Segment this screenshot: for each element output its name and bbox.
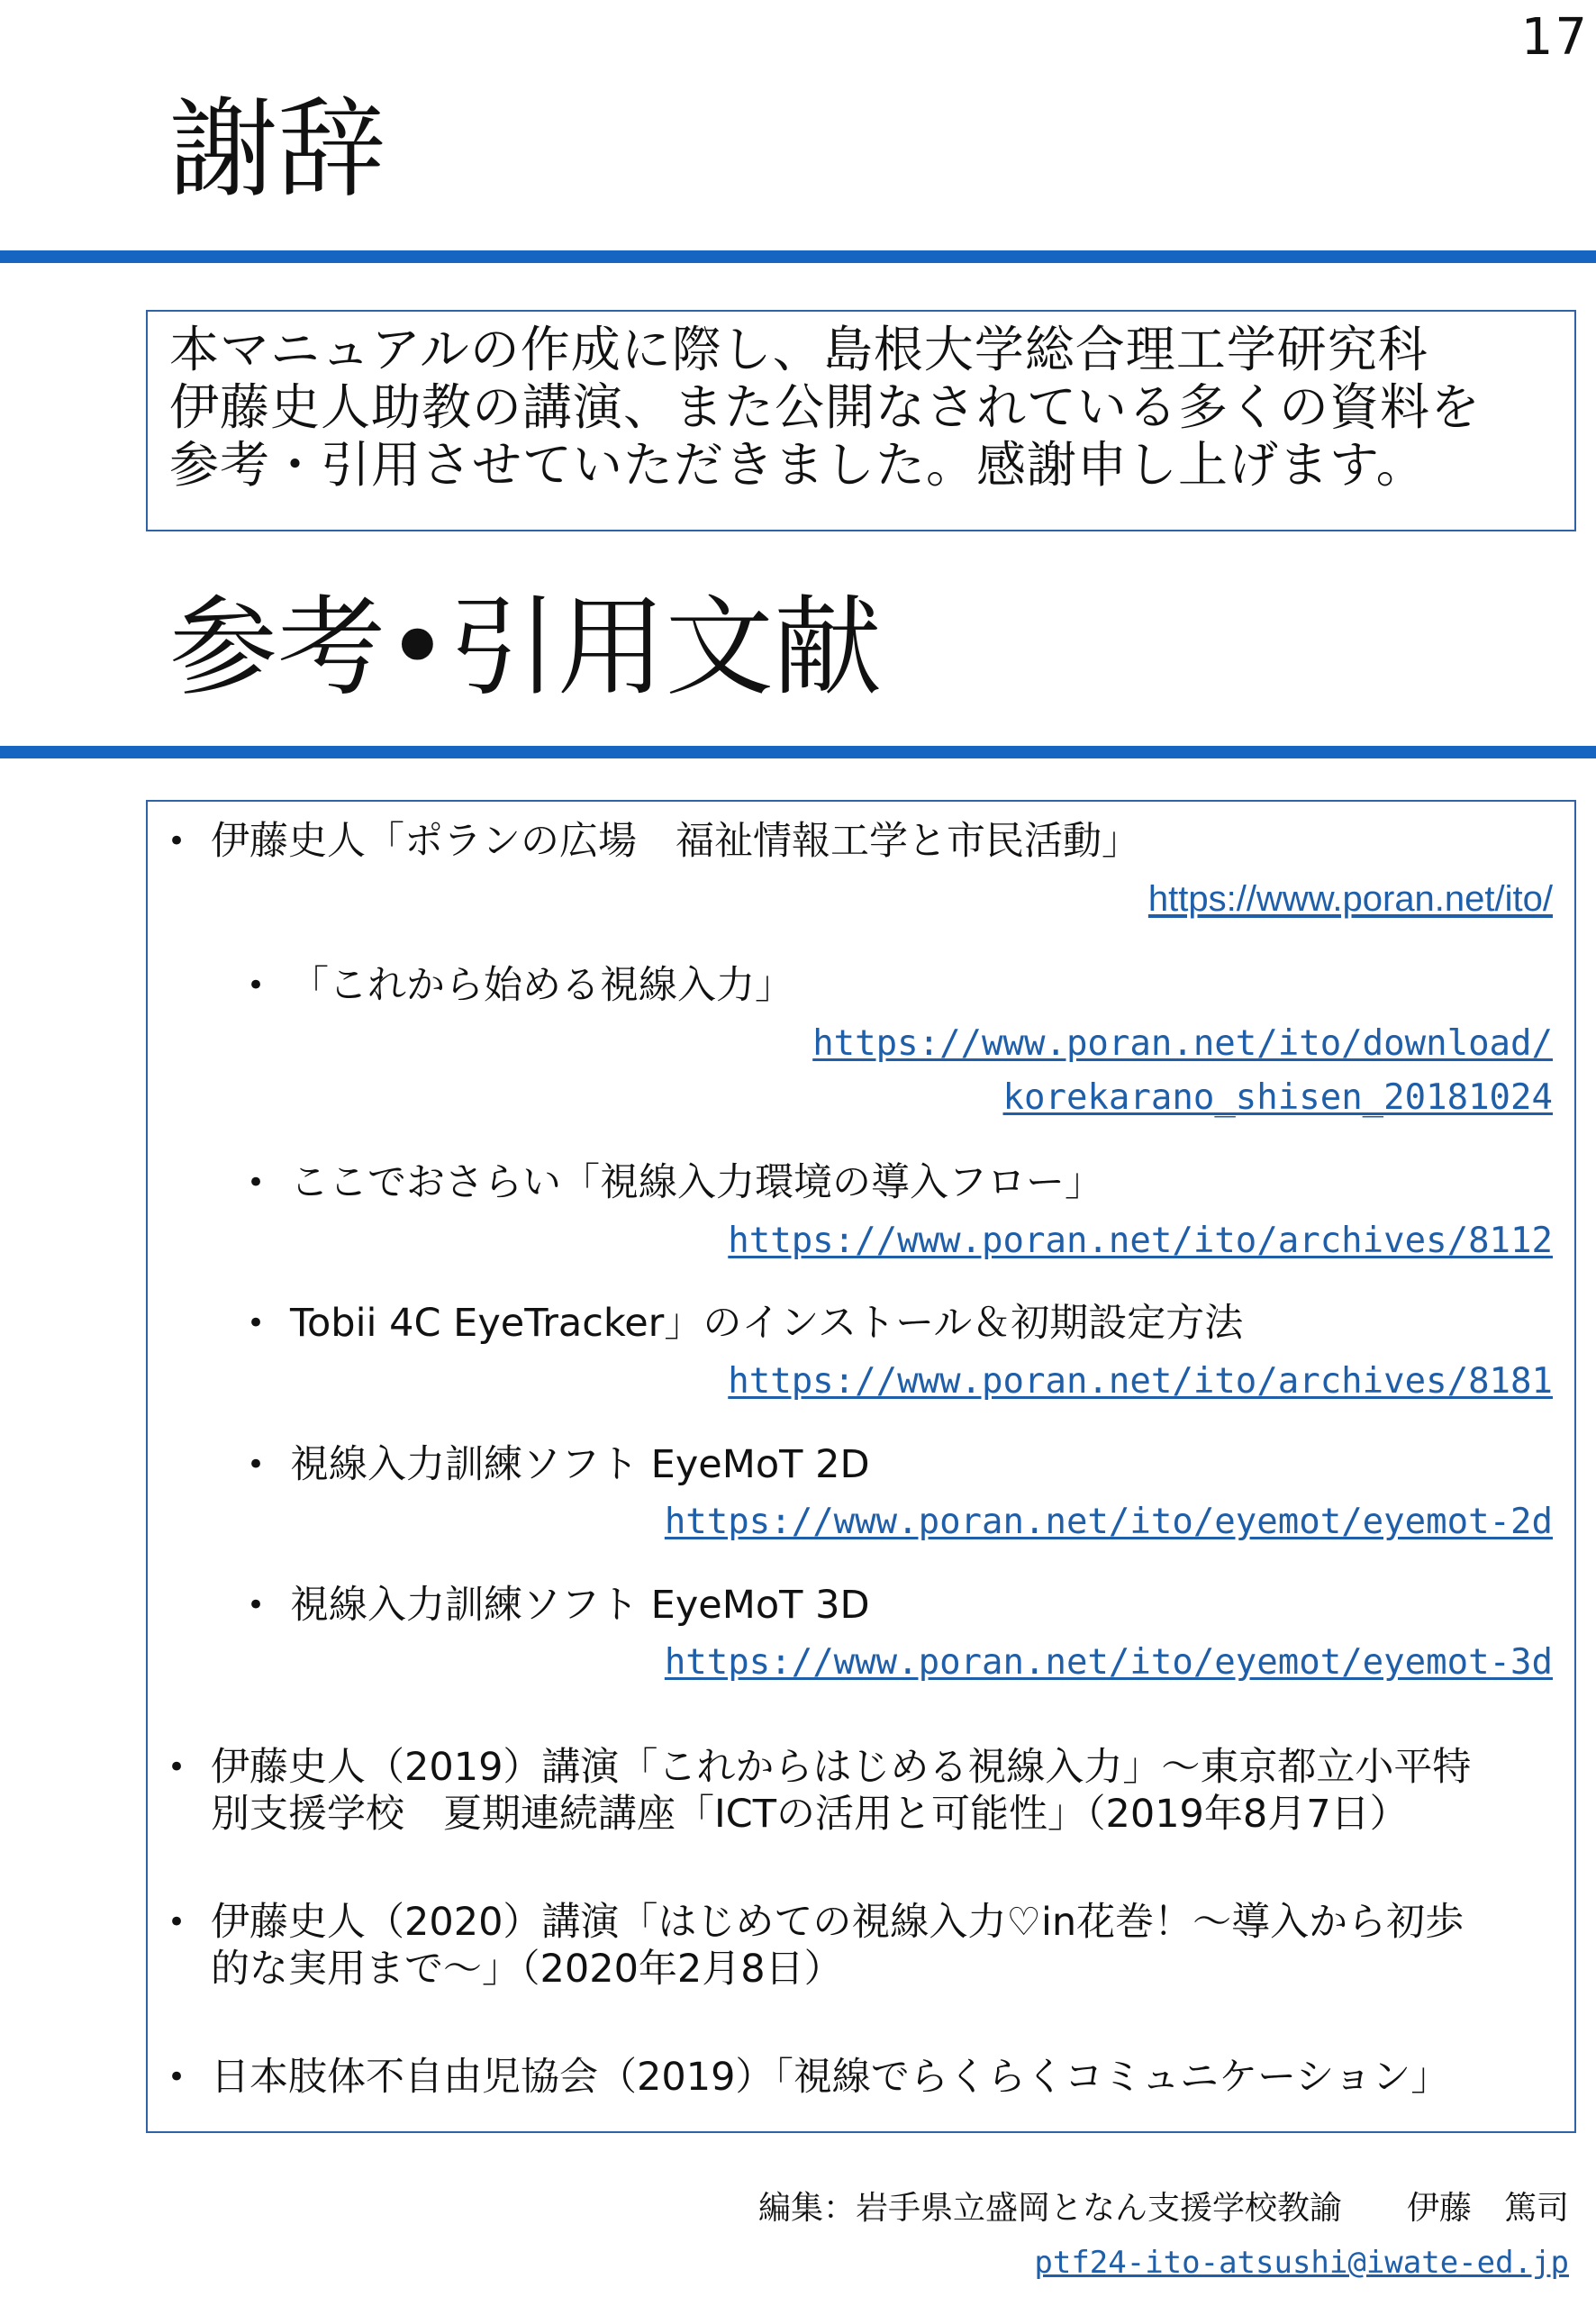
reference-line: 伊藤史人（2019）講演「これからはじめる視線入力」～東京都立小平特 <box>211 1745 1472 1790</box>
reference-item-lecture-2020 <box>168 1899 1544 1993</box>
reference-line: 伊藤史人（2020）講演「はじめての視線入力♡in花巻！～導入から初歩 <box>211 1900 1465 1945</box>
reference-item-main <box>168 818 1544 865</box>
reference-item-lecture-2019 <box>168 1744 1544 1838</box>
reference-subitem <box>247 1159 1103 1206</box>
reference-subitem-text: ここでおさらい「視線入力環境の導入フロー」 <box>290 1160 1103 1205</box>
email-link[interactable]: ptf24-ito-atsushi@iwate-ed.jp <box>1034 2245 1569 2281</box>
acknowledgement-title: 謝辞 <box>169 87 385 213</box>
reference-line: 的な実用まで～」（2020年2月8日） <box>211 1947 843 1992</box>
reference-link[interactable]: korekarano_shisen_20181024 <box>1002 1077 1553 1118</box>
references-title: 参考•引用文献 <box>169 586 882 711</box>
reference-text: 日本肢体不自由児協会（2019）「視線でらくらくコミュニケーション」 <box>211 2055 1450 2100</box>
reference-link[interactable]: https://www.poran.net/ito/ <box>1147 879 1553 919</box>
reference-subitem-text: 視線入力訓練ソフト EyeMoT 2D <box>290 1442 870 1487</box>
bullet-icon: • <box>247 967 266 1003</box>
reference-link[interactable]: https://www.poran.net/ito/download/ <box>812 1023 1553 1064</box>
bullet-icon: • <box>168 2059 186 2095</box>
bullet-icon: • <box>168 823 186 859</box>
reference-subitem <box>247 1582 870 1629</box>
reference-subitem-text: Tobii 4C EyeTracker」のインストール＆初期設定方法 <box>290 1301 1244 1346</box>
bullet-icon: • <box>247 1305 266 1341</box>
references-divider <box>0 746 1596 758</box>
reference-line: 別支援学校 夏期連続講座「ICTの活用と可能性」（2019年8月7日） <box>211 1792 1409 1837</box>
reference-subitem <box>247 1441 870 1488</box>
bullet-icon: • <box>247 1447 266 1483</box>
acknowledgement-text <box>169 321 1556 494</box>
bullet-icon: • <box>247 1587 266 1623</box>
acknowledgement-line: 本マニュアルの作成に際し、島根大学総合理工学研究科 <box>169 321 1428 378</box>
reference-subitem-text: 視線入力訓練ソフト EyeMoT 3D <box>290 1583 870 1628</box>
bullet-icon: • <box>247 1165 266 1201</box>
reference-subitem <box>247 962 793 1009</box>
editor-credit: 編集：岩手県立盛岡となん支援学校教諭 伊藤 篤司 <box>757 2190 1569 2227</box>
reference-link[interactable]: https://www.poran.net/ito/archives/8181 <box>728 1361 1553 1402</box>
bullet-icon: • <box>168 1749 186 1785</box>
acknowledgement-line: 伊藤史人助教の講演、また公開なされている多くの資料を <box>169 378 1482 436</box>
bullet-icon: • <box>168 1904 186 1940</box>
acknowledgement-line: 参考・引用させていただきました。感謝申し上げます。 <box>169 436 1427 494</box>
reference-text: 伊藤史人「ポランの広場 福祉情報工学と市民活動」 <box>211 819 1140 864</box>
reference-link[interactable]: https://www.poran.net/ito/archives/8112 <box>728 1221 1553 1261</box>
reference-link[interactable]: https://www.poran.net/ito/eyemot/eyemot-3d <box>664 1642 1553 1683</box>
acknowledgement-divider <box>0 250 1596 263</box>
reference-item-association <box>168 2054 1544 2101</box>
reference-link[interactable]: https://www.poran.net/ito/eyemot/eyemot-2d <box>664 1502 1553 1542</box>
acknowledgement-box <box>146 310 1576 531</box>
reference-subitem-text: 「これから始める視線入力」 <box>290 963 793 1008</box>
reference-subitem <box>247 1300 1244 1347</box>
references-box <box>146 800 1576 2133</box>
page-number: 17 <box>1520 8 1589 67</box>
